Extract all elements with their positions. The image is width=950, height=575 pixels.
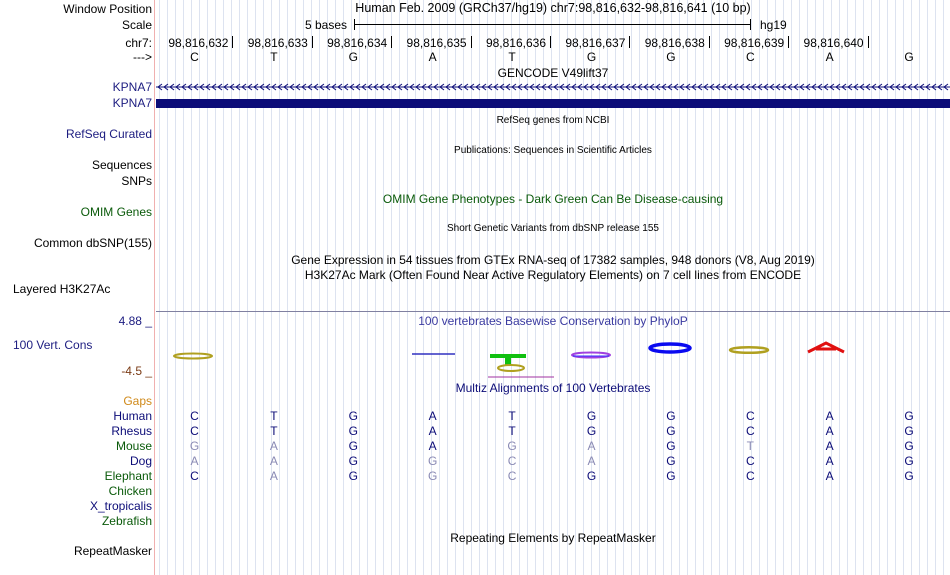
track-label-repeatmasker[interactable]: RepeatMasker [73,544,152,558]
alignment-base-elephant: A [825,469,834,483]
alignment-base-dog: A [587,454,596,468]
alignment-base-dog: A [269,454,278,468]
scale-bar-label: 5 bases [305,18,348,32]
alignment-base-dog: C [507,454,517,468]
alignment-base-human: T [508,409,516,423]
reference-base: T [270,50,278,64]
reference-base: G [586,50,597,64]
alignment-base-human: A [825,409,834,423]
alignment-base-rhesus: C [745,424,755,438]
alignment-base-human: G [666,409,676,423]
scale-bar-right-end [750,19,751,30]
alignment-base-mouse: G [507,439,517,453]
window-position-label: Window Position [63,2,152,16]
reference-base: A [825,50,834,64]
position-title: Human Feb. 2009 (GRCh37/hg19) chr7:98,816,632-98,816,641 (10 bp) [355,1,751,15]
track-label-omim[interactable]: OMIM Genes [80,205,152,219]
alignment-base-rhesus: G [586,424,597,438]
coordinate-tick [629,36,630,48]
reference-base: C [190,50,199,64]
alignment-base-elephant: C [745,469,755,483]
track-label-kpna7-1[interactable]: KPNA7 [112,80,152,94]
alignment-base-elephant: C [190,469,199,483]
species-label-dog[interactable]: Dog [129,454,152,468]
alignment-base-mouse: A [825,439,834,453]
species-label-human[interactable]: Human [113,409,152,423]
logo-letter-c-large [730,347,768,353]
species-label-mouse[interactable]: Mouse [115,439,152,453]
alignment-base-human: C [190,409,199,423]
gtex-track-title: Gene Expression in 54 tissues from GTEx RNA-seq of 17382 samples, 948 donors (V8, Aug 2019) [291,253,815,267]
coordinate-label: 98,816,637 [565,36,626,50]
kpna7-gene-block[interactable] [156,99,950,108]
coordinate-label: 98,816,636 [485,36,546,50]
alignment-base-elephant: C [507,469,517,483]
alignment-base-mouse: T [746,439,754,453]
alignment-base-mouse: G [666,439,676,453]
coordinate-tick [788,36,789,48]
track-label-common-dbsnp[interactable]: Common dbSNP(155) [33,236,152,250]
multiz-track-title: Multiz Alignments of 100 Vertebrates [455,381,651,395]
alignment-base-mouse: G [189,439,200,453]
coordinate-tick [868,36,869,48]
cons-min-value: -4.5 _ [121,364,152,378]
refseq-track-title: RefSeq genes from NCBI [496,115,610,126]
omim-track-title: OMIM Gene Phenotypes - Dark Green Can Be Disease-causing [382,192,724,206]
alignment-base-elephant: G [586,469,597,483]
track-label-vert-cons[interactable]: 100 Vert. Cons [13,338,93,352]
coordinate-tick [391,36,392,48]
chrom-label: chr7: [125,36,152,50]
coordinate-tick [312,36,313,48]
logo-letter-c [174,354,212,359]
phylop-track-title: 100 vertebrates Basewise Conservation by PhyloP [418,314,688,328]
coordinate-label: 98,816,638 [644,36,705,50]
alignment-base-dog: A [825,454,834,468]
species-label-elephant[interactable]: Elephant [104,469,152,483]
track-label-kpna7-2[interactable]: KPNA7 [112,96,152,110]
assembly-label: hg19 [760,18,787,32]
track-label-panel [0,0,155,575]
coordinate-label: 98,816,632 [168,36,229,50]
alignment-base-rhesus: A [825,424,834,438]
publications-track-title: Publications: Sequences in Scientific Articles [454,145,652,156]
logo-letter-t-stem [505,357,511,365]
alignment-base-rhesus: G [348,424,358,438]
gencode-track-title: GENCODE V49lift37 [497,66,609,80]
alignment-base-dog: G [904,454,914,468]
phylop-sequence-logo [156,338,950,380]
conservation-top-line [156,311,950,312]
alignment-base-mouse: G [348,439,358,453]
dbsnp-track-title: Short Genetic Variants from dbSNP release 155 [447,223,659,234]
alignment-base-rhesus: T [508,424,516,438]
alignment-base-elephant: G [348,469,358,483]
coordinate-label: 98,816,640 [803,36,864,50]
species-label-zebrafish[interactable]: Zebrafish [101,514,152,528]
logo-letter-g [498,365,524,371]
kpna7-gene-arrows[interactable] [156,81,950,93]
species-label-chicken[interactable]: Chicken [108,484,152,498]
species-label-xtropicalis[interactable]: X_tropicalis [89,499,152,513]
reference-base: G [904,50,914,64]
reference-base: G [666,50,676,64]
logo-letter-g-large [650,344,690,352]
repeatmasker-track-title: Repeating Elements by RepeatMasker [450,531,656,545]
coordinate-tick [471,36,472,48]
alignment-base-dog: G [428,454,438,468]
genome-browser-image[interactable] [156,0,950,575]
scale-bar [354,24,751,25]
reference-base: C [745,50,755,64]
alignment-base-human: C [745,409,755,423]
alignment-base-mouse: A [587,439,596,453]
track-label-sequences[interactable]: Sequences [91,158,152,172]
alignment-base-dog: A [190,454,199,468]
h3k27ac-track-title: H3K27Ac Mark (Often Found Near Active Regulatory Elements) on 7 cell lines from ENCODE [304,268,802,282]
alignment-base-elephant: G [666,469,676,483]
coordinate-label: 98,816,633 [247,36,308,50]
reference-base: G [348,50,358,64]
alignment-base-elephant: G [904,469,914,483]
track-label-snps[interactable]: SNPs [121,174,152,188]
alignment-base-elephant: A [269,469,278,483]
coordinate-label: 98,816,634 [327,36,388,50]
alignment-base-dog: G [666,454,676,468]
alignment-base-human: T [270,409,278,423]
alignment-base-elephant: G [428,469,438,483]
alignment-base-rhesus: A [428,424,437,438]
alignment-base-mouse: A [269,439,278,453]
scale-label: Scale [121,18,152,32]
alignment-base-human: G [586,409,597,423]
track-label-refseq[interactable]: RefSeq Curated [65,127,152,141]
strand-label: ---> [133,50,152,64]
coordinate-label: 98,816,639 [724,36,785,50]
logo-letter-g-small [572,353,610,358]
alignment-base-human: G [904,409,914,423]
logo-letter-a-large [808,343,844,352]
label-separator [154,0,155,575]
reference-base: A [428,50,437,64]
species-label-rhesus[interactable]: Rhesus [111,424,152,438]
alignment-base-rhesus: G [904,424,914,438]
alignment-base-mouse: A [428,439,437,453]
alignment-base-rhesus: G [666,424,676,438]
alignment-base-dog: C [745,454,755,468]
alignment-base-rhesus: C [190,424,199,438]
alignment-base-mouse: G [904,439,914,453]
alignment-base-dog: G [348,454,358,468]
coordinate-tick [232,36,233,48]
track-label-gaps[interactable]: Gaps [123,394,152,408]
coordinate-tick [709,36,710,48]
alignment-base-rhesus: T [270,424,278,438]
alignment-base-human: G [348,409,358,423]
reference-base: T [508,50,516,64]
coordinate-tick [550,36,551,48]
track-label-layered-h3k27ac[interactable]: Layered H3K27Ac [13,282,111,296]
cons-max-value: 4.88 _ [118,314,152,328]
alignment-base-human: A [428,409,437,423]
coordinate-label: 98,816,635 [406,36,467,50]
